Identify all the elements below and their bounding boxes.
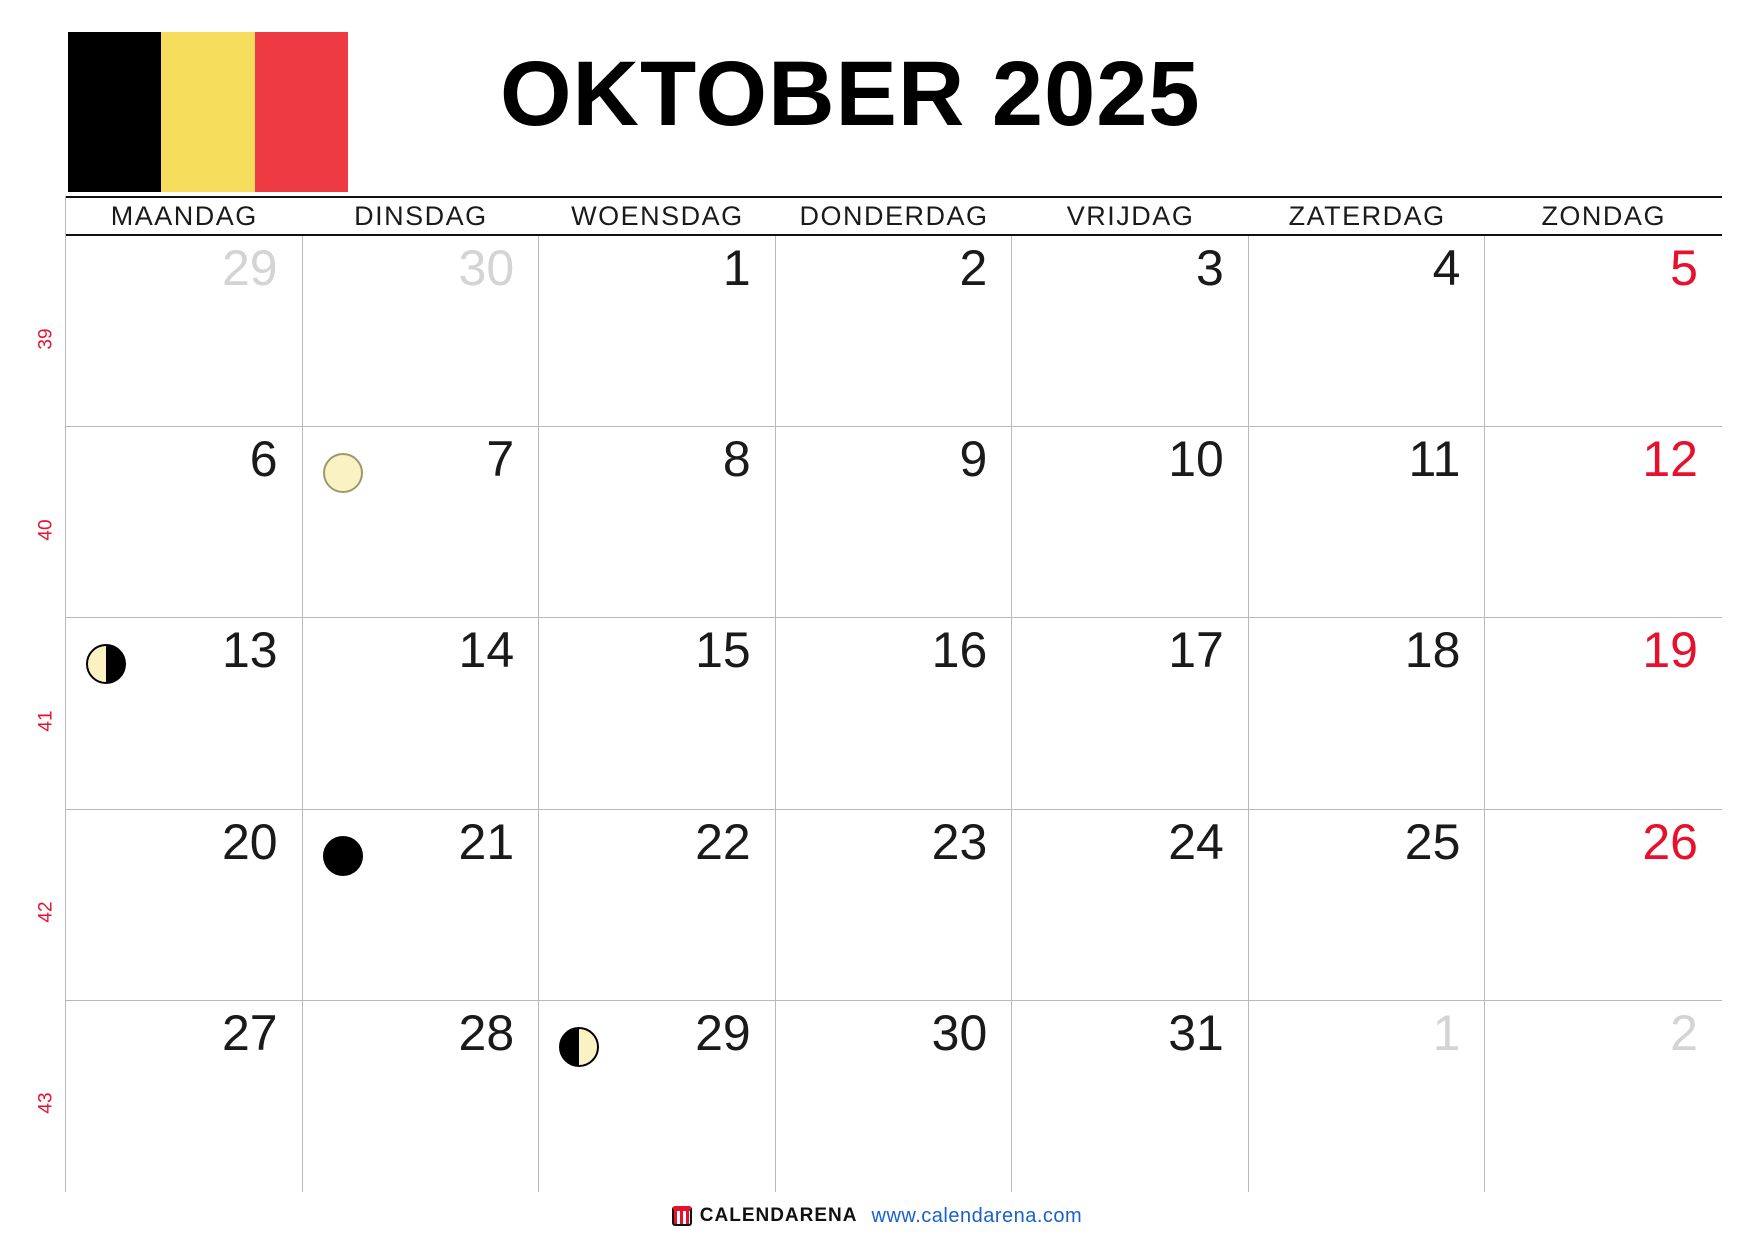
day-number: 13 (221, 622, 278, 679)
day-cell[interactable] (776, 1001, 1013, 1192)
day-number: 8 (722, 431, 751, 488)
day-number: 3 (1196, 240, 1224, 296)
day-number: 1 (722, 240, 751, 296)
weekday-header-zaterdag: ZATERDAG (1249, 196, 1486, 236)
day-cell[interactable] (303, 618, 540, 809)
day-cell[interactable] (1249, 1001, 1486, 1192)
week-number: 42 (35, 901, 57, 923)
day-cell[interactable] (1249, 810, 1486, 1001)
weekday-header-zondag: ZONDAG (1485, 196, 1722, 236)
day-cell[interactable] (1485, 1001, 1722, 1192)
day-cell[interactable] (303, 1001, 540, 1192)
day-number: 29 (695, 1004, 751, 1061)
day-cell[interactable] (1012, 810, 1249, 1001)
moon-phase-full-moon-icon (323, 453, 363, 493)
week-number: 43 (35, 1092, 57, 1114)
day-number: 23 (931, 813, 988, 870)
day-cell[interactable] (776, 618, 1013, 809)
day-number: 31 (1168, 1004, 1224, 1061)
day-number: 11 (1408, 431, 1461, 488)
day-cell[interactable] (1485, 236, 1722, 427)
day-number: 12 (1642, 431, 1698, 488)
day-number: 7 (486, 431, 515, 488)
day-number: 1 (1432, 1004, 1461, 1061)
moon-phase-last-quarter-icon (86, 644, 126, 684)
day-cell[interactable] (539, 810, 776, 1001)
weekday-header-vrijdag: VRIJDAG (1012, 196, 1249, 236)
week-number-column (28, 196, 66, 1192)
day-number: 14 (458, 622, 515, 679)
day-cell[interactable] (776, 236, 1013, 427)
day-cell[interactable] (1249, 618, 1486, 809)
brand-label: CALENDARENA (699, 1205, 858, 1226)
day-number: 26 (1642, 813, 1698, 870)
day-cell[interactable] (303, 427, 540, 618)
day-cell[interactable] (539, 618, 776, 809)
day-number: 19 (1642, 622, 1698, 679)
day-cell[interactable] (539, 427, 776, 618)
day-cell[interactable] (1485, 618, 1722, 809)
day-number: 25 (1404, 813, 1461, 870)
week-number: 41 (35, 710, 57, 732)
day-number: 6 (249, 431, 278, 488)
day-number: 30 (931, 1004, 988, 1061)
day-cell[interactable] (66, 618, 303, 809)
day-number: 10 (1168, 431, 1224, 488)
week-number: 40 (35, 519, 57, 541)
day-cell[interactable] (1012, 618, 1249, 809)
calendar-header (0, 0, 1754, 196)
day-cell[interactable] (539, 1001, 776, 1192)
weekday-header-maandag: MAANDAG (66, 196, 303, 236)
day-number: 21 (458, 813, 515, 870)
calendar-grid-wrapper (28, 196, 1722, 1192)
belgium-flag-icon (68, 32, 348, 192)
day-number: 15 (695, 622, 751, 679)
moon-phase-first-quarter-icon (559, 1027, 599, 1067)
day-cell[interactable] (303, 810, 540, 1001)
day-cell[interactable] (1012, 427, 1249, 618)
moon-phase-new-moon-icon (323, 836, 363, 876)
day-number: 9 (959, 431, 988, 488)
day-cell[interactable] (303, 236, 540, 427)
day-cell[interactable] (66, 427, 303, 618)
day-number: 20 (221, 813, 278, 870)
day-cell[interactable] (66, 236, 303, 427)
day-cell[interactable] (1485, 427, 1722, 618)
weekday-header-woensdag: WOENSDAG (539, 196, 776, 236)
day-cell[interactable] (539, 236, 776, 427)
day-number: 4 (1432, 240, 1461, 296)
weekday-header-dinsdag: DINSDAG (303, 196, 540, 236)
day-cell[interactable] (1249, 236, 1486, 427)
day-number: 24 (1168, 813, 1224, 870)
day-number: 2 (1670, 1004, 1698, 1061)
brand (672, 1205, 858, 1227)
day-number: 17 (1168, 622, 1224, 679)
week-number: 39 (35, 328, 57, 350)
website-link[interactable]: www.calendarena.com (871, 1204, 1083, 1227)
day-number: 28 (458, 1004, 515, 1061)
day-number: 5 (1670, 240, 1698, 296)
day-number: 30 (458, 240, 515, 296)
day-number: 27 (221, 1004, 278, 1061)
day-cell[interactable] (1012, 236, 1249, 427)
day-number: 2 (959, 240, 988, 296)
day-cell[interactable] (1012, 1001, 1249, 1192)
day-cell[interactable] (1485, 810, 1722, 1001)
weekday-header-donderdag: DONDERDAG (776, 196, 1013, 236)
day-cell[interactable] (66, 1001, 303, 1192)
calendar-icon (672, 1206, 692, 1226)
day-number: 18 (1404, 622, 1461, 679)
calendar-grid (66, 196, 1722, 1192)
day-cell[interactable] (776, 427, 1013, 618)
day-number: 22 (695, 813, 751, 870)
page-footer (0, 1192, 1754, 1240)
day-cell[interactable] (776, 810, 1013, 1001)
day-cell[interactable] (66, 810, 303, 1001)
page-title: OKTOBER 2025 (500, 43, 1201, 145)
day-number: 29 (221, 240, 278, 296)
day-cell[interactable] (1249, 427, 1486, 618)
day-number: 16 (931, 622, 988, 679)
